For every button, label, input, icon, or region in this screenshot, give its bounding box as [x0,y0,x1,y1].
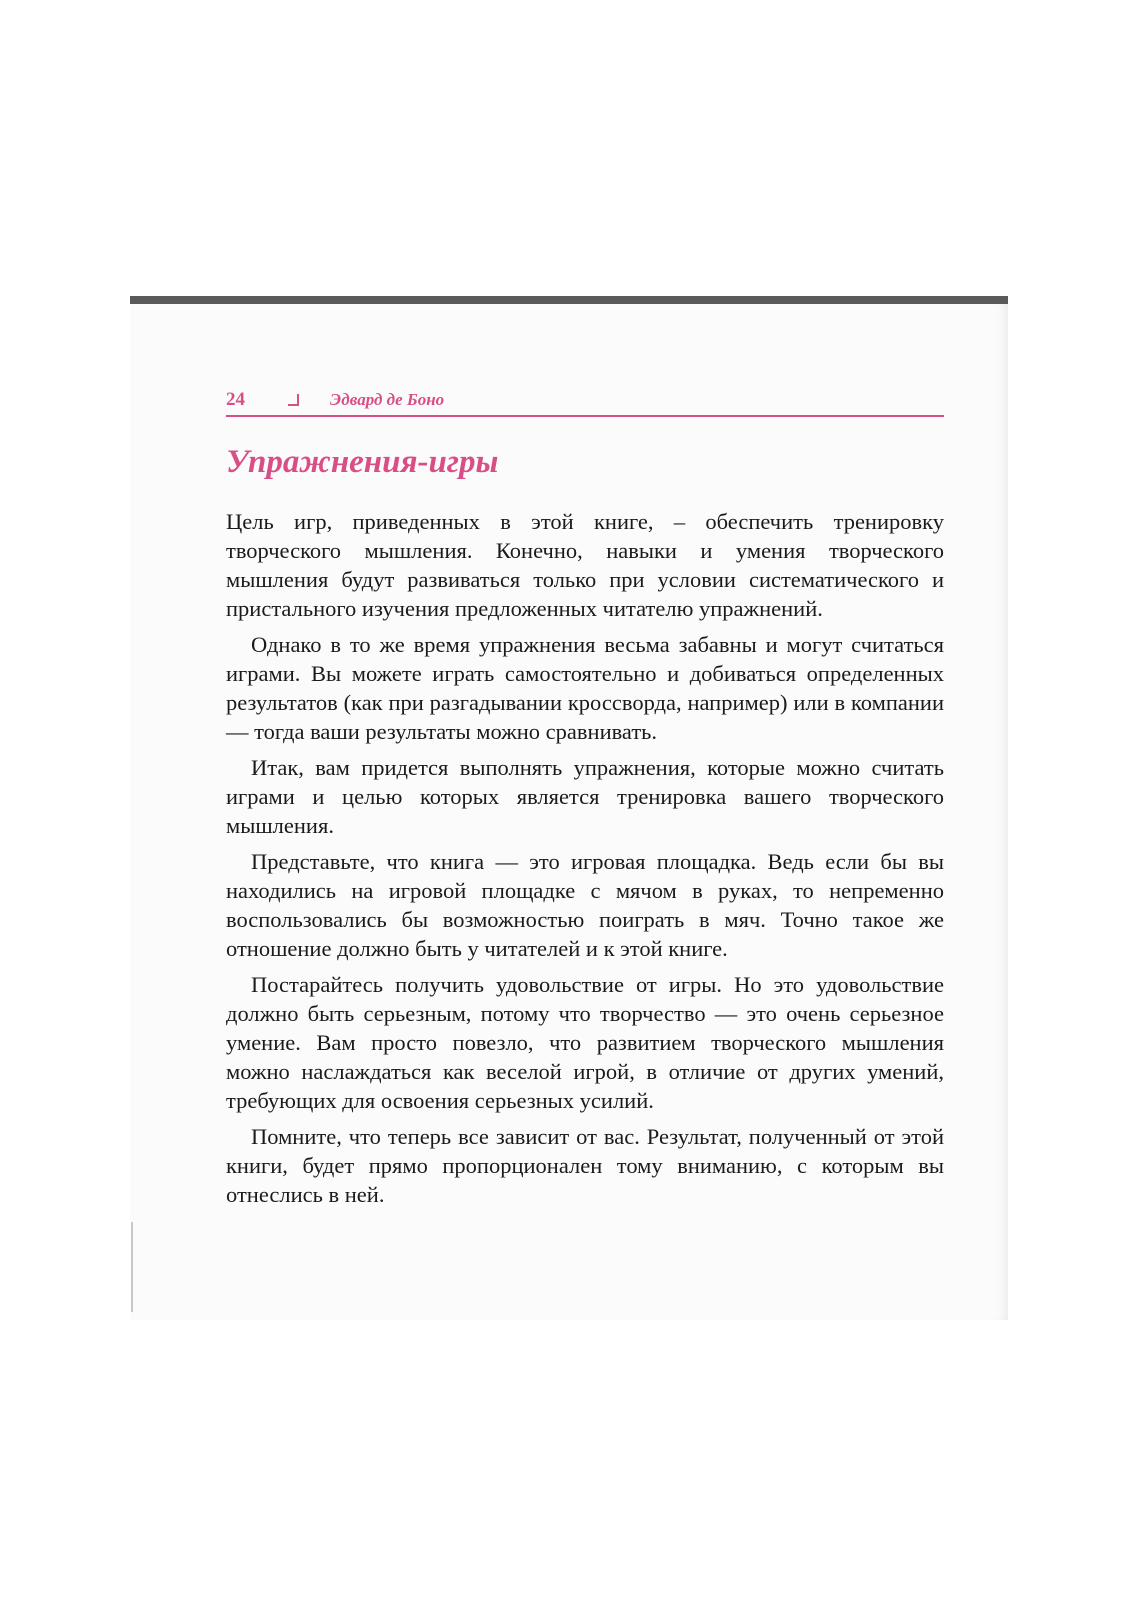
body-text [226,507,944,1216]
paragraph: Представьте, что книга — это игровая площадка. Ведь если бы вы находились на игровой площадке с мячом в руках, то непременно воспользовались бы возможностью поиграть в мяч. Точно такое же отношение должно быть у читателей и к этой книге. [226,849,944,961]
paragraph: Помните, что теперь все зависит от вас. Результат, полученный от этой книги, будет прямо пропорционален тому вниманию, с которым вы отнеслись в ней. [226,1124,944,1207]
author-running-head: Эдвард де Боно [330,390,445,409]
paragraph: Однако в то же время упражнения весьма забавны и могут считаться играми. Вы можете играть самостоятельно и добиваться определенных результатов (как при разгадывании кроссворда, например) или в компании — тогда ваши результаты можно сравнивать. [226,632,944,744]
paragraph: Итак, вам придется выполнять упражнения, которые можно считать играми и целью которых является тренировка вашего творческого мышления. [226,755,944,838]
page-edge-shadow [131,1222,133,1312]
header-bracket-icon [288,394,299,406]
paragraph: Постарайтесь получить удовольствие от игры. Но это удовольствие должно быть серьезным, потому что творчество — это очень серьезное умение. Вам просто повезло, что развитием творческого мышления можно наслаждаться как веселой игрой, в отличие от других умений, требующих для освоения серьезных усилий. [226,972,944,1113]
running-header [226,389,944,417]
page-number: 24 [226,389,245,410]
paragraph: Цель игр, приведенных в этой книге, – обеспечить тренировку творческого мышления. Конечно, навыки и умения творческого мышления будут развиваться только при условии систематического и пристального изучения предложенных читателю упражнений. [226,509,944,621]
section-title: Упражнения-игры [226,444,499,480]
